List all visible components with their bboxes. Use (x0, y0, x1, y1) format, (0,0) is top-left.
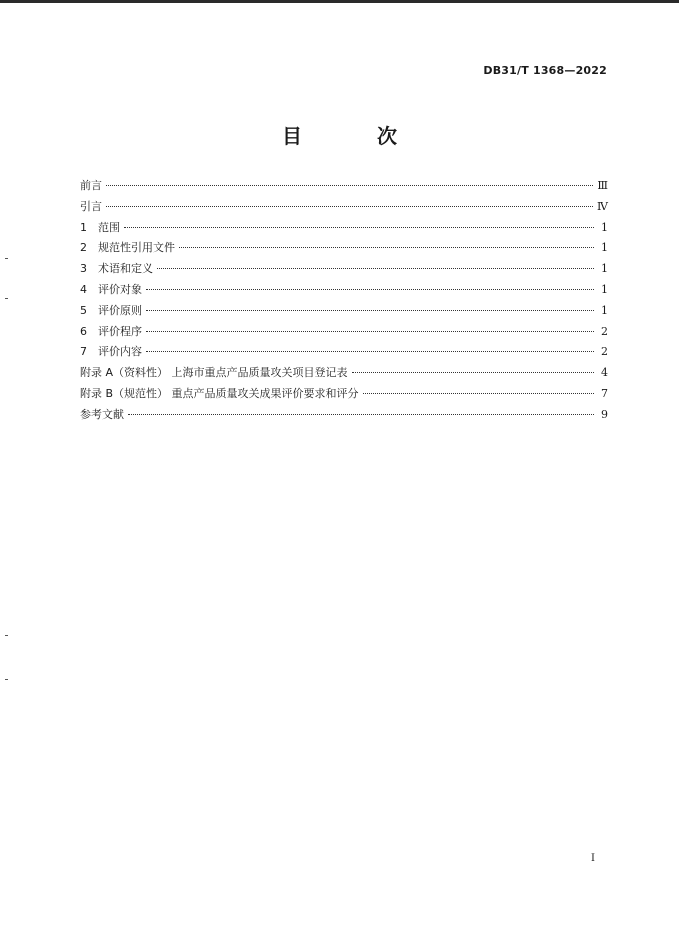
toc-entry-evaluation-objects[interactable] (80, 280, 608, 301)
toc-entry-label: 引言 (80, 199, 102, 213)
dot-leader (179, 247, 594, 248)
toc-entry-label: 附录 B（规范性） 重点产品质量攻关成果评价要求和评分 (80, 386, 359, 400)
toc-entry-appendix-a[interactable] (80, 363, 608, 384)
toc-entry-label: 范围 (98, 220, 120, 234)
toc-entry-evaluation-procedure[interactable] (80, 322, 608, 343)
document-code: DB31/T 1368—2022 (483, 64, 607, 77)
toc-entry-number: 5 (80, 303, 87, 317)
dot-leader (146, 331, 594, 332)
dot-leader (106, 206, 593, 207)
margin-mark (5, 258, 8, 259)
margin-mark (5, 635, 8, 636)
toc-entry-page: 7 (601, 386, 608, 400)
dot-leader (124, 227, 594, 228)
toc-entry-foreword[interactable] (80, 176, 608, 197)
toc-entry-page: 1 (601, 262, 608, 276)
toc-entry-number: 7 (80, 345, 87, 359)
dot-leader (146, 310, 594, 311)
toc-entry-page: 9 (601, 407, 608, 421)
toc-entry-number: 1 (80, 220, 87, 234)
margin-mark (5, 298, 8, 299)
toc-entry-page: Ⅲ (597, 179, 608, 192)
dot-leader (363, 393, 594, 394)
toc-entry-label: 评价原则 (98, 303, 142, 317)
toc-entry-label: 附录 A（资料性） 上海市重点产品质量攻关项目登记表 (80, 366, 348, 380)
toc-entry-page: 1 (601, 241, 608, 255)
toc-entry-page: 1 (601, 282, 608, 296)
dot-leader (157, 268, 594, 269)
toc-entry-page: 1 (601, 220, 608, 234)
toc-entry-evaluation-content[interactable] (80, 342, 608, 363)
toc-entry-page: 4 (601, 366, 608, 380)
toc-entry-label: 术语和定义 (98, 262, 153, 276)
dot-leader (146, 351, 594, 352)
toc-entry-normative-references[interactable] (80, 238, 608, 259)
toc-entry-label: 评价对象 (98, 282, 142, 296)
toc-entry-number: 2 (80, 241, 87, 255)
toc-entry-label: 参考文献 (80, 407, 124, 421)
toc-entry-page: Ⅳ (597, 199, 608, 213)
margin-mark (5, 679, 8, 680)
top-border-rule (0, 0, 679, 3)
toc-entry-page: 2 (601, 324, 608, 338)
toc-entry-scope[interactable] (80, 218, 608, 239)
dot-leader (146, 289, 594, 290)
toc-entry-label: 评价程序 (98, 324, 142, 338)
toc-entry-bibliography[interactable] (80, 405, 608, 426)
toc-entry-introduction[interactable] (80, 197, 608, 218)
toc-entry-number: 3 (80, 262, 87, 276)
toc-entry-label: 规范性引用文件 (98, 241, 175, 255)
toc-entry-label: 评价内容 (98, 345, 142, 359)
toc-entry-number: 6 (80, 324, 87, 338)
toc-entry-evaluation-principles[interactable] (80, 301, 608, 322)
toc-entry-appendix-b[interactable] (80, 384, 608, 405)
toc-entry-page: 1 (601, 303, 608, 317)
toc-entry-label: 前言 (80, 179, 102, 192)
toc-entry-number: 4 (80, 282, 87, 296)
page-number: I (591, 853, 595, 864)
toc-entry-page: 2 (601, 345, 608, 359)
page-title: 目 次 (282, 124, 431, 148)
dot-leader (106, 185, 593, 186)
table-of-contents (80, 176, 608, 426)
dot-leader (352, 372, 594, 373)
toc-entry-terms-definitions[interactable] (80, 259, 608, 280)
dot-leader (128, 414, 594, 415)
